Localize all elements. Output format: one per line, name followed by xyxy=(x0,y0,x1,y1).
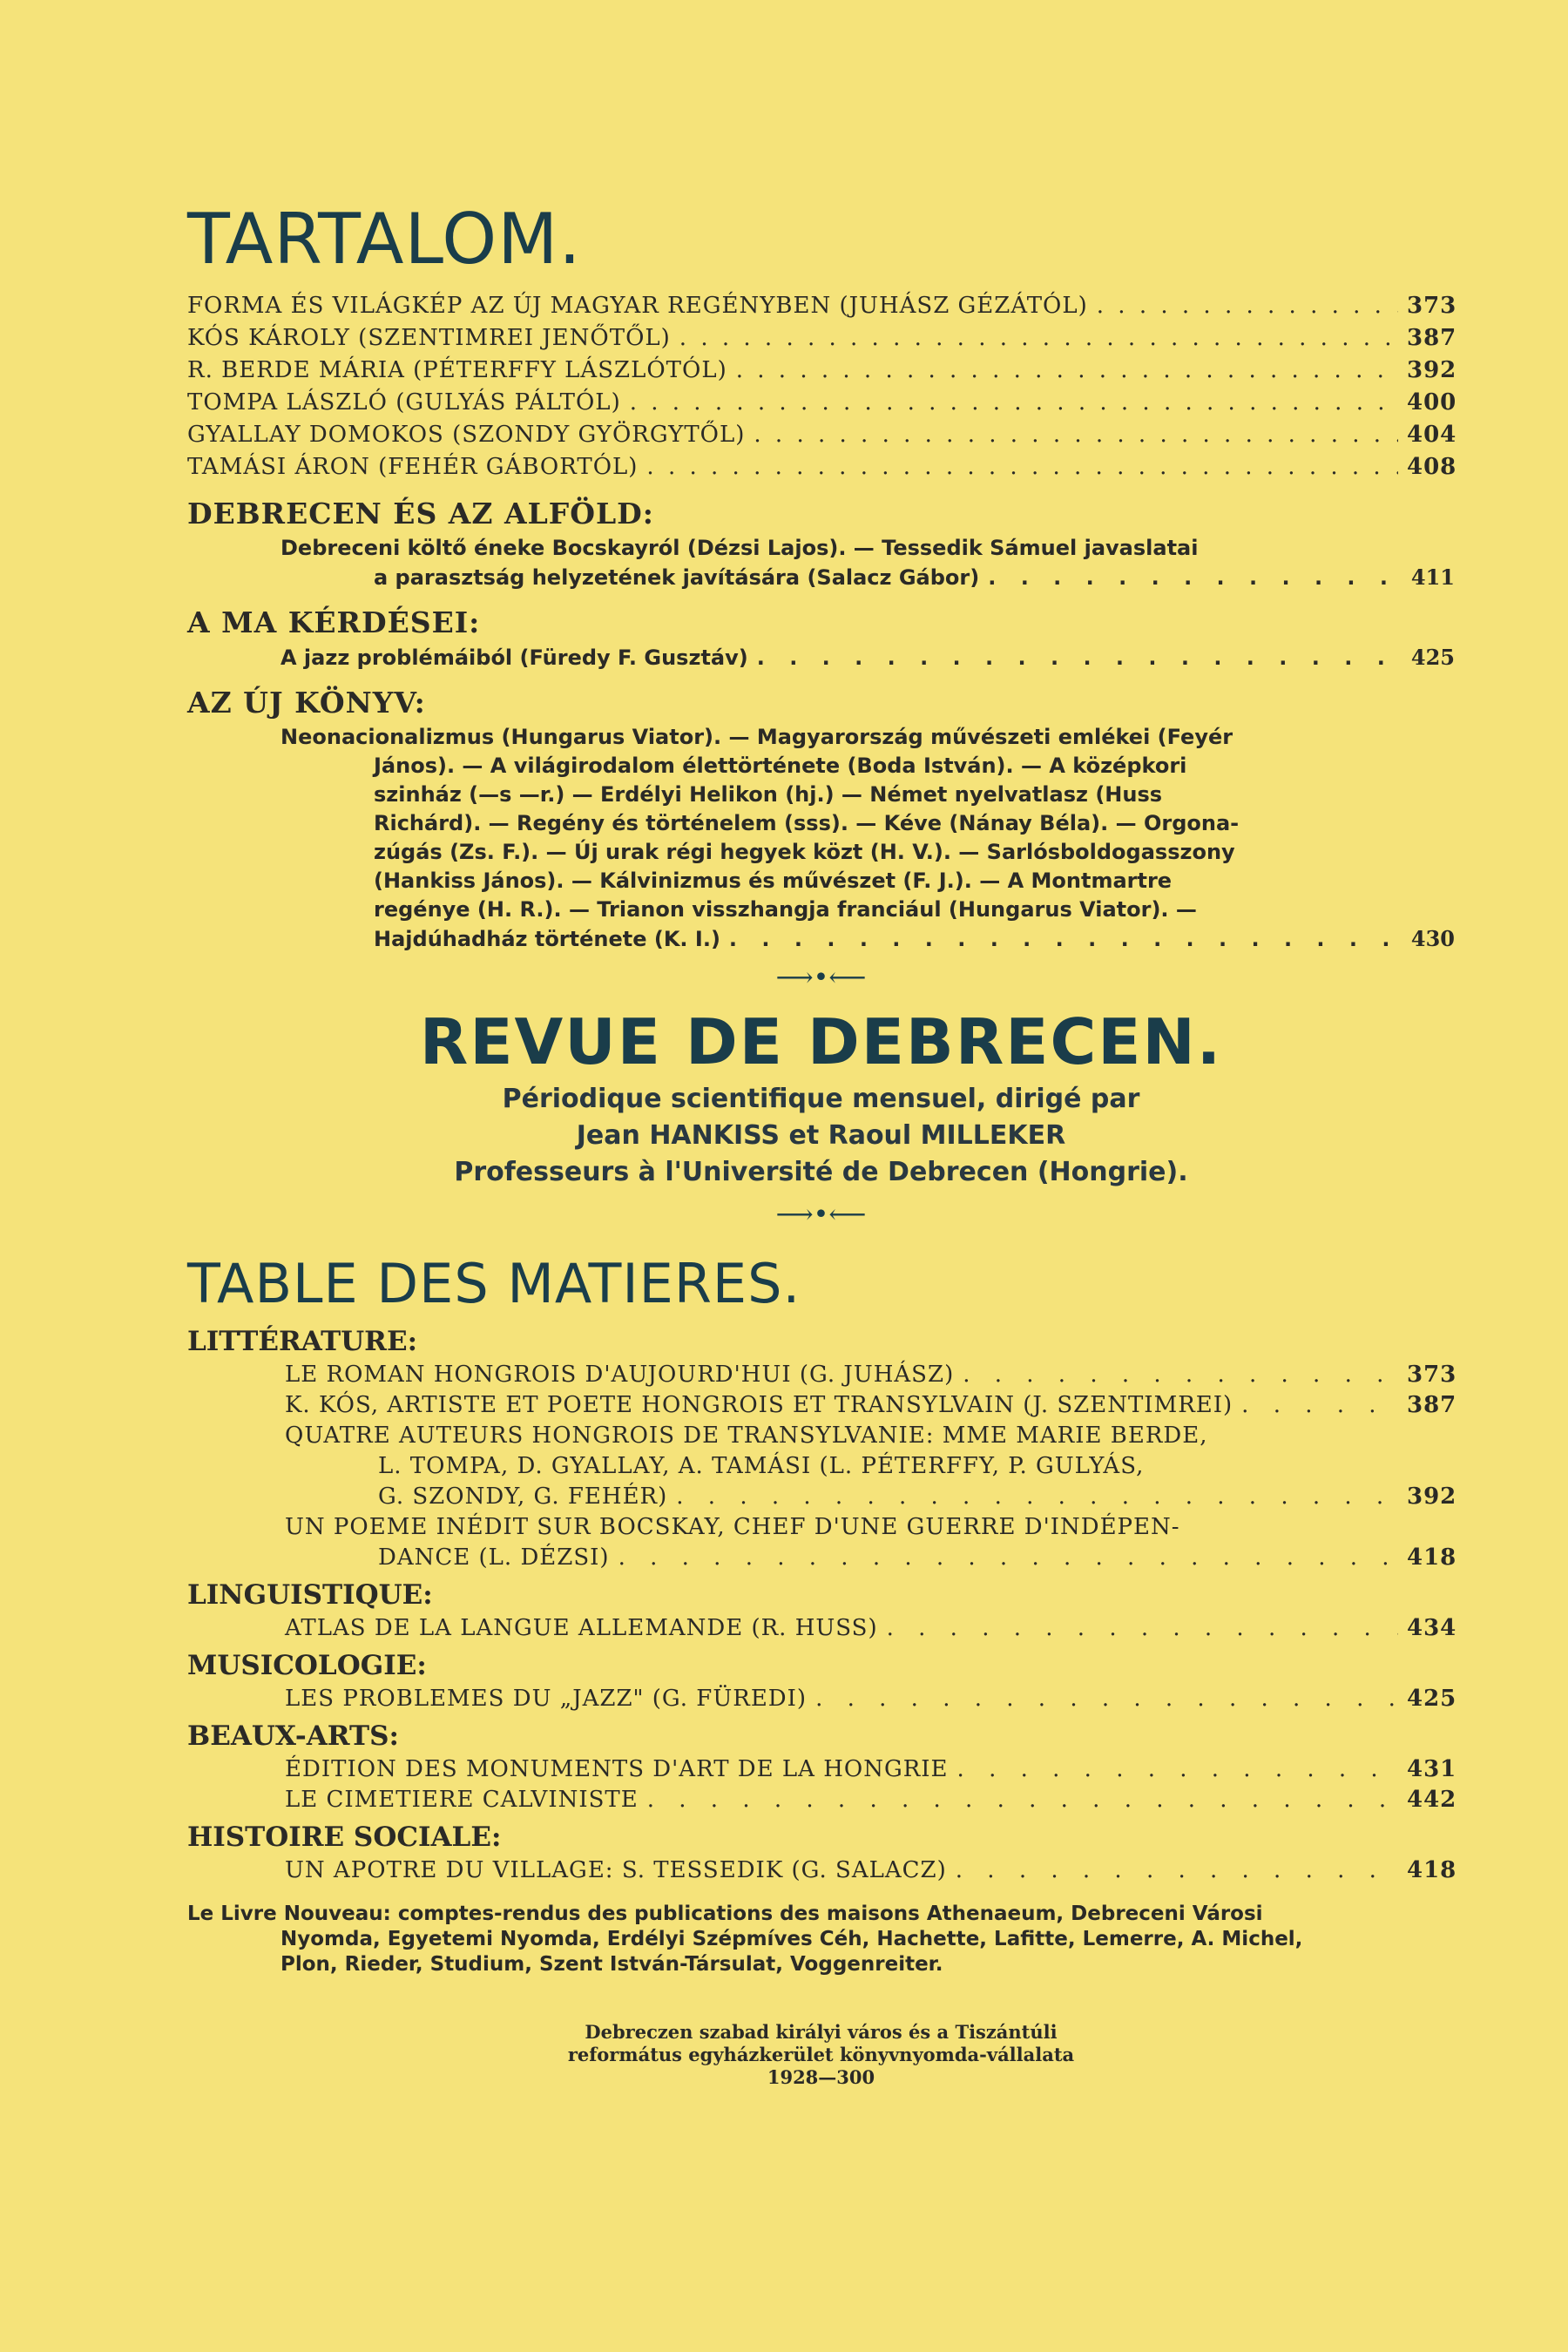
toc-page: 387 xyxy=(1407,325,1457,351)
revue-editors: Jean HANKISS et Raoul MILLEKER xyxy=(576,1120,1066,1151)
entry-page: 430 xyxy=(1410,926,1455,951)
ornament-divider: ⟶•⟵ xyxy=(775,963,867,993)
entry-line: szinház (—s —r.) — Erdélyi Helikon (hj.) — Német nyelvatlasz (Huss xyxy=(374,782,1163,807)
fr-entry xyxy=(285,1684,1455,1714)
toc-page: 392 xyxy=(1407,357,1457,383)
note-line: Plon, Rieder, Studium, Szent István-Társulat, Voggenreiter. xyxy=(280,1953,943,1976)
revue-block xyxy=(187,1003,1455,1191)
section-heading-linguistique: LINGUISTIQUE: xyxy=(187,1579,433,1611)
entry-text: A jazz problémáiból (Füredy F. Gusztáv) xyxy=(280,645,748,670)
note-line: Le Livre Nouveau: comptes-rendus des publications des maisons Athenaeum, Debreceni Városi xyxy=(187,1903,1263,1925)
fr-entry-line: L. TOMPA, D. GYALLAY, A. TAMÁSI (L. PÉTERFFY, P. GULYÁS, xyxy=(378,1453,1145,1479)
toc-line xyxy=(187,355,1455,387)
entry-debrecen xyxy=(280,534,1455,592)
fr-entry-text: LE ROMAN HONGROIS D'AUJOURD'HUI (G. JUHÁSZ) xyxy=(285,1362,955,1388)
revue-subtitle: Périodique scientifique mensuel, dirigé par xyxy=(502,1084,1140,1114)
section-heading-litterature: LITTÉRATURE: xyxy=(187,1326,418,1357)
fr-entries-linguistique xyxy=(285,1613,1455,1644)
fr-entry-line: UN POEME INÉDIT SUR BOCSKAY, CHEF D'UNE GUERRE D'INDÉPEN- xyxy=(285,1514,1180,1540)
fr-entry xyxy=(285,1390,1455,1421)
ornament-divider: ⟶•⟵ xyxy=(775,1200,867,1230)
entry-line: Neonacionalizmus (Hungarus Viator). — Magyarország művészeti emlékei (Feyér xyxy=(280,725,1233,749)
fr-entries-histoire xyxy=(285,1855,1455,1886)
fr-entry-page: 434 xyxy=(1407,1615,1457,1641)
fr-entries-musicologie xyxy=(285,1684,1455,1714)
entry-last-line xyxy=(280,563,1455,592)
entry-text: Hajdúhadház története (K. I.) xyxy=(374,927,720,951)
fr-entry-text: ATLAS DE LA LANGUE ALLEMANDE (R. HUSS) xyxy=(285,1615,878,1641)
entry-kerdesei xyxy=(280,643,1455,672)
page-content xyxy=(187,196,1455,2089)
fr-entry-page: 442 xyxy=(1407,1787,1457,1813)
revue-title: REVUE DE DEBRECEN. xyxy=(419,1005,1223,1078)
fr-entry xyxy=(285,1543,1455,1573)
fr-entry-page: 425 xyxy=(1407,1686,1457,1712)
fr-entry-text: ÉDITION DES MONUMENTS D'ART DE LA HONGRIE xyxy=(285,1756,949,1782)
fr-entry xyxy=(285,1785,1455,1815)
toc-text: R. BERDE MÁRIA (PÉTERFFY LÁSZLÓTÓL) xyxy=(187,357,727,383)
fr-entry-page: 431 xyxy=(1407,1756,1457,1782)
fr-entry-page: 373 xyxy=(1407,1362,1457,1388)
toc-line xyxy=(187,387,1455,419)
section-heading-beaux-arts: BEAUX-ARTS: xyxy=(187,1720,399,1752)
fr-entry xyxy=(285,1360,1455,1390)
toc-line xyxy=(187,451,1455,483)
entry-text: a parasztság helyzetének javítására (Salacz Gábor) xyxy=(374,565,980,590)
section-heading-musicologie: MUSICOLOGIE: xyxy=(187,1650,427,1681)
fr-entry-text: LE CIMETIERE CALVINISTE xyxy=(285,1787,639,1813)
entry-line: regénye (H. R.). — Trianon visszhangja franciául (Hungarus Viator). — xyxy=(374,897,1197,922)
toc-page: 400 xyxy=(1407,389,1457,416)
toc-text: TOMPA LÁSZLÓ (GULYÁS PÁLTÓL) xyxy=(187,389,621,416)
printer-imprint xyxy=(187,2021,1455,2089)
imprint-year: 1928—300 xyxy=(767,2066,875,2088)
section-heading-kerdesei: A MA KÉRDÉSEI: xyxy=(187,605,481,639)
section-heading-histoire-sociale: HISTOIRE SOCIALE: xyxy=(187,1821,502,1853)
entry-line: János). — A világirodalom élettörténete (Boda István). — A középkori xyxy=(374,754,1187,778)
fr-entry-text: DANCE (L. DÉZSI) xyxy=(378,1544,610,1571)
revue-affiliation: Professeurs à l'Université de Debrecen (Hongrie). xyxy=(454,1157,1188,1187)
fr-entries-beaux-arts xyxy=(285,1754,1455,1815)
livre-nouveau-note xyxy=(187,1902,1455,1977)
toc-line xyxy=(187,322,1455,355)
imprint-line: Debreczen szabad királyi város és a Tiszántúli xyxy=(585,2021,1058,2043)
fr-entry-line: QUATRE AUTEURS HONGROIS DE TRANSYLVANIE: MME MARIE BERDE, xyxy=(285,1423,1208,1449)
entry-page: 411 xyxy=(1410,564,1455,590)
fr-entry-page: 387 xyxy=(1407,1392,1457,1418)
toc-page: 404 xyxy=(1407,422,1457,448)
toc-text: KÓS KÁROLY (SZENTIMREI JENŐTŐL) xyxy=(187,325,671,351)
entry-line: zúgás (Zs. F.). — Új urak régi hegyek közt (H. V.). — Sarlósboldogasszony xyxy=(374,840,1235,864)
fr-entry-page: 418 xyxy=(1407,1544,1457,1571)
toc-page: 373 xyxy=(1407,293,1457,319)
imprint-line: református egyházkerület könyvnyomda-vállalata xyxy=(567,2044,1075,2065)
tartalom-list xyxy=(187,290,1455,483)
section-heading-konyv: AZ ÚJ KÖNYV: xyxy=(187,686,426,720)
toc-text: GYALLAY DOMOKOS (SZONDY GYÖRGYTŐL) xyxy=(187,422,746,448)
entry-last-line xyxy=(280,924,1455,954)
note-line: Nyomda, Egyetemi Nyomda, Erdélyi Szépmíves Céh, Hachette, Lafitte, Lemerre, A. Michel, xyxy=(280,1928,1303,1950)
tartalom-title: TARTALOM. xyxy=(187,199,582,280)
fr-entry xyxy=(285,1855,1455,1886)
entry-last-line xyxy=(280,643,1455,672)
toc-page: 408 xyxy=(1407,454,1457,480)
entry-konyv xyxy=(280,723,1455,954)
fr-entry-text: UN APOTRE DU VILLAGE: S. TESSEDIK (G. SALACZ) xyxy=(285,1857,947,1883)
entry-page: 425 xyxy=(1410,645,1455,670)
fr-entry xyxy=(285,1613,1455,1644)
fr-entry-text: G. SZONDY, G. FEHÉR) xyxy=(378,1484,668,1510)
toc-text: FORMA ÉS VILÁGKÉP AZ ÚJ MAGYAR REGÉNYBEN (JUHÁSZ GÉZÁTÓL) xyxy=(187,293,1088,319)
toc-line xyxy=(187,290,1455,322)
fr-entries-litterature xyxy=(285,1360,1455,1573)
fr-entry-text: LES PROBLEMES DU „JAZZ" (G. FÜREDI) xyxy=(285,1686,808,1712)
toc-text: TAMÁSI ÁRON (FEHÉR GÁBORTÓL) xyxy=(187,454,639,480)
fr-entry xyxy=(285,1754,1455,1785)
fr-entry-page: 392 xyxy=(1407,1484,1457,1510)
fr-entry-page: 418 xyxy=(1407,1857,1457,1883)
fr-entry-text: K. KÓS, ARTISTE ET POETE HONGROIS ET TRANSYLVAIN (J. SZENTIMREI) xyxy=(285,1392,1233,1418)
toc-line xyxy=(187,419,1455,451)
entry-line: Richárd). — Regény és történelem (sss). — Kéve (Nánay Béla). — Orgona- xyxy=(374,811,1240,835)
section-heading-debrecen: DEBRECEN ÉS AZ ALFÖLD: xyxy=(187,497,654,531)
entry-line: Debreceni költő éneke Bocskayról (Dézsi Lajos). — Tessedik Sámuel javaslatai xyxy=(280,536,1199,560)
table-title: TABLE DES MATIERES. xyxy=(187,1252,801,1315)
fr-entry xyxy=(285,1482,1455,1512)
entry-line: (Hankiss János). — Kálvinizmus és művészet (F. J.). — A Montmartre xyxy=(374,868,1173,893)
